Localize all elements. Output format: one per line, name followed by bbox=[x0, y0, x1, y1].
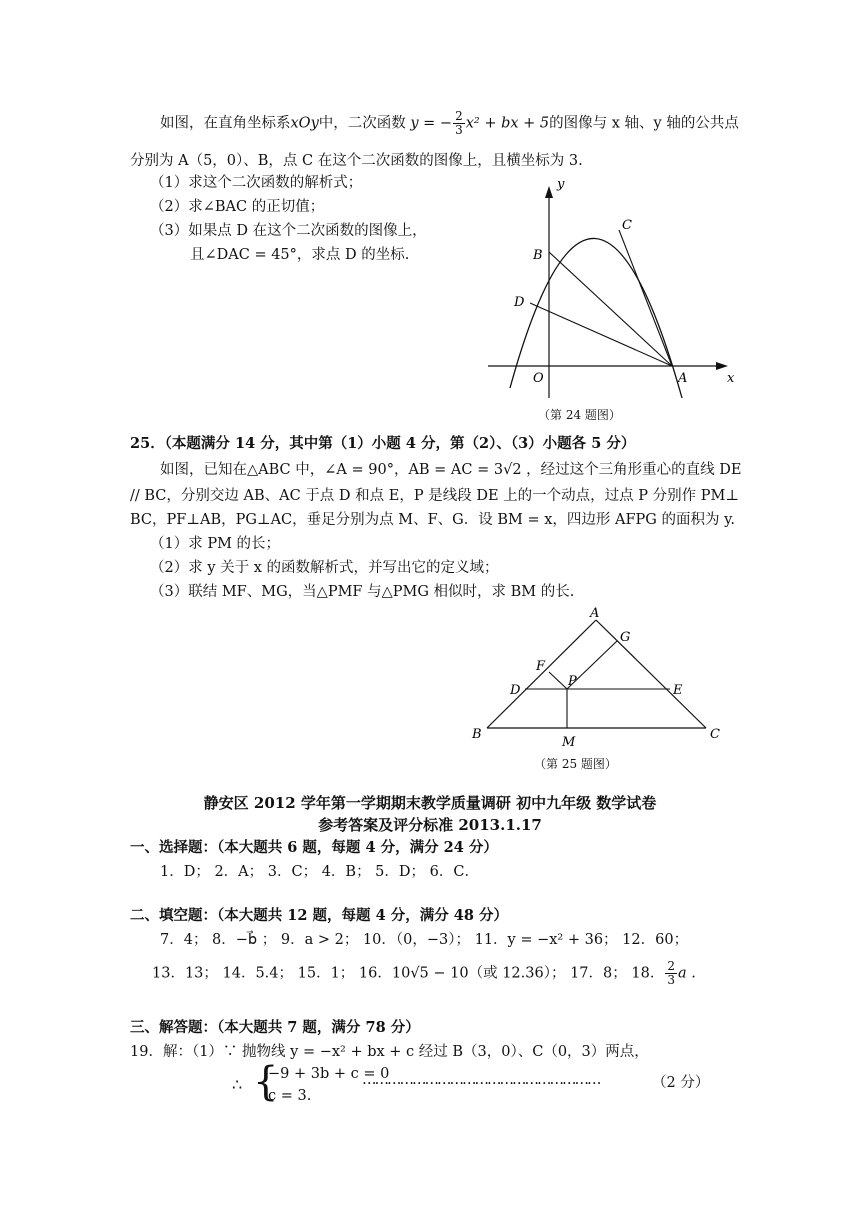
answers-title: 静安区 2012 学年第一学期期末教学质量调研 初中九年级 数学试卷 bbox=[203, 794, 657, 812]
q24-item-2: （2）求∠BAC 的正切值； bbox=[150, 199, 325, 215]
q25-segment-AC bbox=[596, 620, 706, 728]
section2-header: 二、填空题：（本大题共 12 题，每题 4 分，满分 48 分） bbox=[130, 907, 508, 924]
q25-label-A: A bbox=[590, 606, 600, 621]
q24-item-3: （3）如果点 D 在这个二次函数的图像上， bbox=[150, 223, 427, 239]
q25-line2: // BC，分别交边 AB、AC 于点 D 和点 E，P 是线段 DE 上的一个动点，过点 P 分别作 PM⊥ bbox=[130, 488, 739, 504]
q25-label-P: P bbox=[568, 674, 577, 689]
q25-segment-AB bbox=[487, 620, 596, 728]
q19-score: （2 分） bbox=[652, 1075, 710, 1091]
q24-label-B: B bbox=[533, 248, 543, 263]
q25-label-G: G bbox=[620, 630, 631, 645]
answers-subtitle: 参考答案及评分标准 2013.1.17 bbox=[318, 816, 542, 834]
answer18-fraction: $\frac{2}{3}$ bbox=[667, 959, 675, 987]
q24-intro-line: 如图，在直角坐标系xOy中，二次函数 y = − $\frac{2}{3}$ x² + bx + 5的图像与 x 轴、y 轴的公共点 bbox=[160, 109, 739, 137]
q25-header: 25．（本题满分 14 分，其中第（1）小题 4 分，第（2）、（3）小题各 5 分） bbox=[130, 435, 636, 452]
q25-label-C: C bbox=[710, 727, 720, 742]
q25-label-D: D bbox=[510, 683, 521, 698]
section1-answers: 1．D； 2．A； 3．C； 4．B； 5．D； 6．C． bbox=[160, 864, 479, 880]
q25-label-B: B bbox=[472, 727, 482, 742]
q24-line2: 分别为 A（5，0）、B，点 C 在这个二次函数的图像上，且横坐标为 3. bbox=[130, 153, 583, 169]
q24-label-y: y bbox=[557, 177, 565, 192]
q25-item-2: （2）求 y 关于 x 的函数解析式，并写出它的定义域； bbox=[150, 560, 499, 576]
q19-dots: ………………………………………………… bbox=[362, 1072, 600, 1088]
section2-row2: 13．13； 14．5.4； 15．1； 16．10√5 − 10（或 12.36）； 17．8； 18． $\frac{2}{3}$ a . bbox=[152, 959, 696, 987]
q19-eq1: −9 + 3b + c = 0 bbox=[268, 1066, 390, 1082]
q25-label-F: F bbox=[536, 659, 546, 674]
section1-header: 一、选择题：（本大题共 6 题，每题 4 分，满分 24 分） bbox=[130, 839, 498, 856]
q25-label-E: E bbox=[673, 683, 683, 698]
q24-label-O: O bbox=[533, 371, 544, 386]
q25-line3: BC，PF⊥AB，PG⊥AC，垂足分别为点 M、F、G．设 BM = x，四边形 AFPG 的面积为 y. bbox=[130, 512, 735, 528]
q24-fraction: $\frac{2}{3}$ bbox=[455, 109, 463, 137]
q19-eq2: c = 3. bbox=[268, 1088, 312, 1104]
q25-line1: 如图，已知在△ABC 中，∠A = 90°，AB = AC = 3√2 ，经过这个三角形重心的直线 DE bbox=[160, 462, 742, 478]
q24-item-3b: 且∠DAC = 45°，求点 D 的坐标. bbox=[190, 247, 410, 263]
q24-item-1: （1）求这个二次函数的解析式； bbox=[150, 175, 363, 191]
q24-label-A: A bbox=[678, 371, 688, 386]
q24-label-x: x bbox=[727, 371, 735, 386]
q24-label-D: D bbox=[514, 295, 525, 310]
section3-header: 三、解答题：（本大题共 7 题，满分 78 分） bbox=[130, 1019, 420, 1036]
q25-caption: （第 25 题图） bbox=[534, 757, 617, 771]
q24-label-C: C bbox=[622, 218, 632, 233]
q24-caption: （第 24 题图） bbox=[538, 408, 621, 422]
q19-therefore: ∴ bbox=[232, 1075, 243, 1094]
q19-line: 19．解：（1）∵ 抛物线 y = −x² + bx + c 经过 B（3，0）、C（0，3）两点， bbox=[130, 1044, 649, 1060]
q25-item-1: （1）求 PM 的长； bbox=[150, 536, 281, 552]
q25-item-3: （3）联结 MF、MG，当△PMF 与△PMG 相似时，求 BM 的长. bbox=[150, 584, 575, 600]
q19-brace: { bbox=[253, 1059, 279, 1105]
section2-row1: 7．4； 8．−b⃗ ； 9．a > 2； 10．（0，−3）； 11．y = −x² + 36； 12．60； bbox=[160, 932, 689, 948]
q25-segment-PF bbox=[549, 672, 567, 689]
q25-label-M: M bbox=[562, 735, 576, 750]
